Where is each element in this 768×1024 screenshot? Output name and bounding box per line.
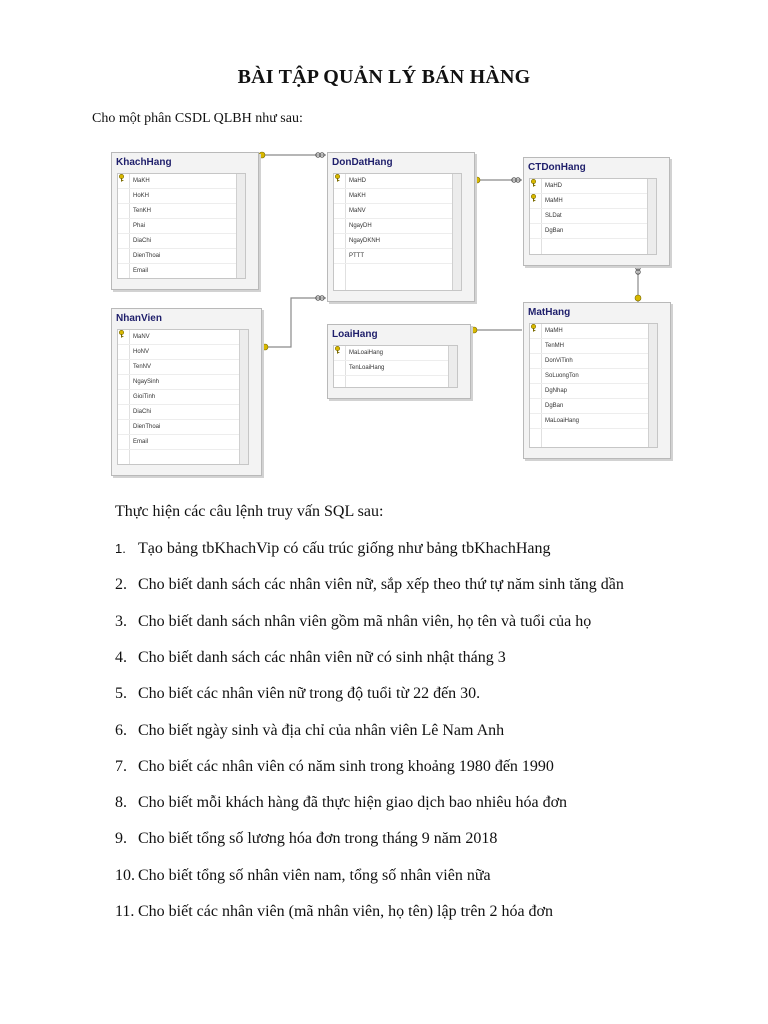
question-item xyxy=(115,685,480,703)
field-name: MaHD xyxy=(349,178,367,184)
question-text: Cho biết các nhân viên nữ trong độ tuổi từ 22 đến 30. xyxy=(138,685,481,703)
primary-key-icon xyxy=(334,346,341,354)
table-loaihang xyxy=(327,324,471,399)
field-name: SoLuongTon xyxy=(545,373,579,379)
field-name: DienThoai xyxy=(133,424,161,430)
field-row xyxy=(334,189,461,204)
field-name: Email xyxy=(133,268,149,274)
key-end-icon xyxy=(262,344,268,350)
question-number: 7. xyxy=(115,757,127,775)
question-text: Cho biết danh sách các nhân viên nữ, sắp xếp theo thứ tự năm sinh tăng dần xyxy=(138,576,624,594)
field-name: NgayDKNH xyxy=(349,238,381,244)
table-title: LoaiHang xyxy=(332,329,378,340)
field-name: MaHD xyxy=(545,183,563,189)
field-row xyxy=(334,204,461,219)
field-row xyxy=(334,219,461,234)
field-name: TenKH xyxy=(133,208,152,214)
field-name: MaNV xyxy=(349,208,366,214)
question-item xyxy=(115,649,506,667)
field-row xyxy=(530,414,657,429)
field-row xyxy=(118,345,248,360)
field-row xyxy=(334,361,457,376)
table-title: KhachHang xyxy=(116,157,172,168)
field-row xyxy=(118,360,248,375)
field-row xyxy=(118,264,245,279)
key-end-icon xyxy=(471,327,477,333)
question-number: 1. xyxy=(115,541,126,556)
field-name: SLDat xyxy=(545,213,562,219)
question-item xyxy=(115,794,567,812)
field-row xyxy=(530,384,657,399)
field-name: MaLoaiHang xyxy=(545,418,580,424)
table-title: NhanVien xyxy=(116,313,162,324)
table-mathang xyxy=(523,302,671,459)
field-row xyxy=(118,249,245,264)
field-row xyxy=(118,390,248,405)
field-name: MaMH xyxy=(545,328,563,334)
question-number: 8. xyxy=(115,794,127,812)
question-item xyxy=(115,540,550,558)
question-text: Cho biết ngày sinh và địa chỉ của nhân viên Lê Nam Anh xyxy=(138,721,505,739)
field-row xyxy=(530,194,656,209)
field-name: HoKH xyxy=(133,193,150,199)
question-item xyxy=(115,576,624,594)
question-text: Tạo bảng tbKhachVip có cấu trúc giống như bảng tbKhachHang xyxy=(138,540,551,557)
database-diagram xyxy=(0,140,768,480)
field-name: MaNV xyxy=(133,334,150,340)
field-list xyxy=(117,173,246,279)
field-list xyxy=(529,178,657,255)
field-name: MaLoaiHang xyxy=(349,350,384,356)
table-ctdonhang xyxy=(523,157,670,266)
field-row xyxy=(334,174,461,189)
field-name: TenLoaiHang xyxy=(349,365,385,371)
primary-key-icon xyxy=(530,179,537,187)
question-number: 5. xyxy=(115,685,127,703)
question-text: Cho biết danh sách nhân viên gồm mã nhân viên, họ tên và tuổi của họ xyxy=(138,612,592,630)
field-row xyxy=(118,405,248,420)
field-name: GioiTinh xyxy=(133,394,156,400)
field-name: DiaChi xyxy=(133,409,152,415)
field-name: Email xyxy=(133,439,149,445)
field-name: MaMH xyxy=(545,198,563,204)
table-title: MatHang xyxy=(528,307,571,318)
field-row xyxy=(334,234,461,249)
key-end-icon xyxy=(635,295,641,301)
field-name: NgaySinh xyxy=(133,379,160,385)
field-name: TenNV xyxy=(133,364,152,370)
field-row xyxy=(118,189,245,204)
question-text: Cho biết danh sách các nhân viên nữ có sinh nhật tháng 3 xyxy=(138,648,506,666)
primary-key-icon xyxy=(530,194,537,202)
field-list xyxy=(117,329,249,465)
question-number: 2. xyxy=(115,576,127,594)
question-text: Cho biết tổng số lương hóa đơn trong tháng 9 năm 2018 xyxy=(138,830,498,848)
question-item xyxy=(115,830,497,848)
field-row xyxy=(530,399,657,414)
field-name: DgBan xyxy=(545,228,564,234)
question-number: 4. xyxy=(115,648,127,666)
question-number: 6. xyxy=(115,721,127,739)
field-row xyxy=(334,346,457,361)
question-item xyxy=(115,867,491,885)
field-row xyxy=(530,179,656,194)
question-text: Cho biết các nhân viên (mã nhân viên, họ tên) lập trên 2 hóa đơn xyxy=(138,903,553,920)
primary-key-icon xyxy=(334,174,341,182)
question-text: Cho biết mỗi khách hàng đã thực hiện giao dịch bao nhiêu hóa đơn xyxy=(138,794,568,812)
field-name: DgNhap xyxy=(545,388,568,394)
field-row xyxy=(530,224,656,239)
table-title: CTDonHang xyxy=(528,162,586,173)
field-list xyxy=(333,173,462,291)
question-item xyxy=(115,758,554,776)
question-number: 10. xyxy=(115,866,135,884)
table-dondathang xyxy=(327,152,475,302)
table-khachhang xyxy=(111,152,259,290)
primary-key-icon xyxy=(118,174,125,182)
page-title: BÀI TẬP QUẢN LÝ BÁN HÀNG xyxy=(237,66,531,88)
question-number: 9. xyxy=(115,830,127,848)
field-row xyxy=(118,375,248,390)
field-name: PTTT xyxy=(349,253,364,259)
table-title: DonDatHang xyxy=(332,157,393,168)
field-row xyxy=(530,324,657,339)
field-row xyxy=(530,209,656,224)
field-row xyxy=(118,420,248,435)
field-list xyxy=(529,323,658,448)
field-row xyxy=(118,204,245,219)
field-name: NgayDH xyxy=(349,223,372,229)
field-row xyxy=(530,369,657,384)
question-text: Cho biết các nhân viên có năm sinh trong khoảng 1980 đến 1990 xyxy=(138,757,554,775)
field-row xyxy=(530,354,657,369)
field-row xyxy=(118,330,248,345)
question-text: Cho biết tổng số nhân viên nam, tổng số nhân viên nữa xyxy=(138,866,491,884)
question-number: 11. xyxy=(115,903,135,920)
field-name: DgBan xyxy=(545,403,564,409)
field-name: DonViTinh xyxy=(545,358,573,364)
questions-heading: Thực hiện các câu lệnh truy vấn SQL sau: xyxy=(115,503,384,520)
question-number: 3. xyxy=(115,612,127,630)
field-row xyxy=(334,249,461,264)
question-item xyxy=(115,903,553,921)
table-nhanvien xyxy=(111,308,262,476)
field-row xyxy=(118,174,245,189)
field-name: HoNV xyxy=(133,349,150,355)
field-row xyxy=(530,339,657,354)
primary-key-icon xyxy=(530,324,537,332)
field-name: TenMH xyxy=(545,343,565,349)
field-name: Phai xyxy=(133,223,146,229)
field-list xyxy=(333,345,458,388)
field-row xyxy=(118,219,245,234)
question-item xyxy=(115,613,591,631)
field-row xyxy=(118,435,248,450)
field-name: MaKH xyxy=(349,193,366,199)
field-name: DiaChi xyxy=(133,238,152,244)
key-end-icon xyxy=(259,152,265,158)
field-name: MaKH xyxy=(133,178,150,184)
primary-key-icon xyxy=(118,330,125,338)
relation-nhanvien-dondathang xyxy=(261,298,326,347)
field-name: DienThoai xyxy=(133,253,161,259)
intro-text: Cho một phân CSDL QLBH như sau: xyxy=(92,111,303,126)
question-item xyxy=(115,722,504,740)
field-row xyxy=(118,234,245,249)
